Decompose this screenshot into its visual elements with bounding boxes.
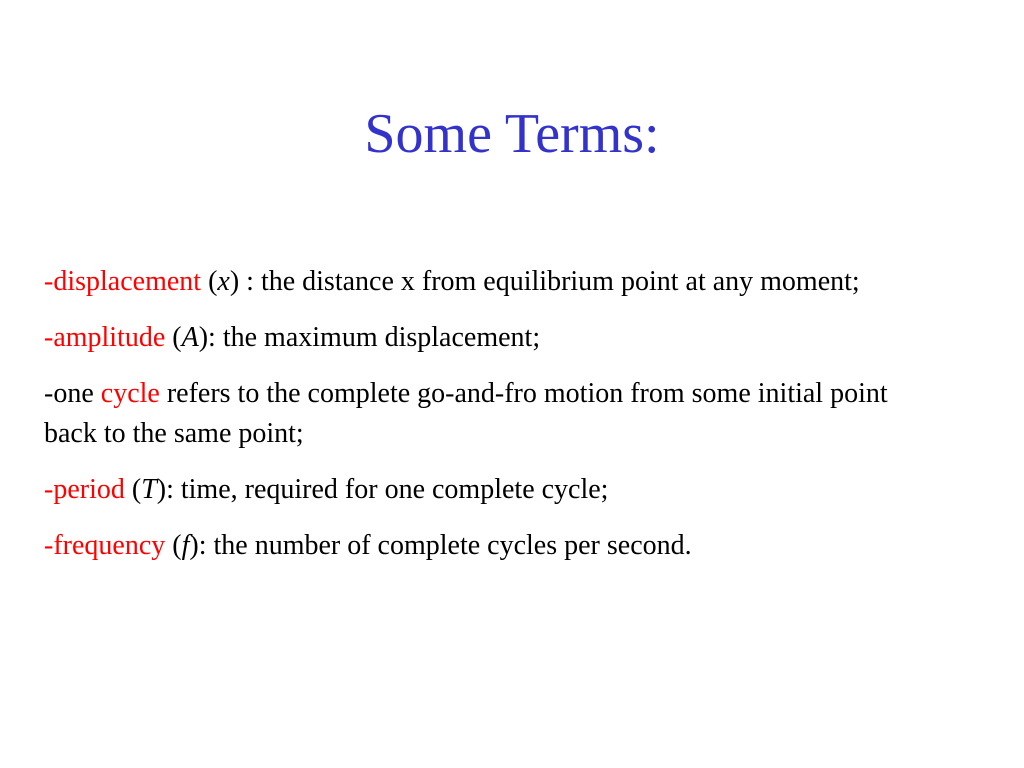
- term-symbol: A: [181, 322, 199, 353]
- term-symbol: T: [141, 474, 157, 505]
- term-symbol: x: [217, 266, 230, 297]
- term-item-cycle: [44, 374, 944, 454]
- term-item-period: [44, 470, 944, 510]
- term-definition: the maximum displacement;: [215, 322, 541, 353]
- term-definition: the number of complete cycles per second.: [206, 530, 692, 561]
- term-close-paren: ):: [156, 474, 174, 505]
- term-open-paren: (: [165, 322, 182, 353]
- term-open-paren: (: [165, 530, 182, 561]
- term-item-amplitude: [44, 318, 944, 358]
- term-item-displacement: [44, 262, 944, 302]
- term-open-paren: (: [201, 266, 218, 297]
- term-close-paren: ):: [189, 530, 207, 561]
- term-definition: the distance x from equilibrium point at any moment;: [253, 266, 860, 297]
- terms-list: [44, 262, 944, 582]
- term-label: -displacement: [44, 266, 202, 297]
- term-label: cycle: [100, 378, 160, 409]
- term-close-paren: ) :: [229, 266, 254, 297]
- term-definition: time, required for one complete cycle;: [173, 474, 609, 505]
- term-label: -amplitude: [44, 322, 166, 353]
- term-prefix: -one: [44, 378, 101, 409]
- term-close-paren: ):: [198, 322, 216, 353]
- term-open-paren: (: [124, 474, 142, 505]
- term-definition: refers to the complete go-and-fro motion from some initial point back to the same point;: [44, 378, 888, 449]
- term-label: -period: [44, 474, 125, 505]
- term-symbol: f: [181, 530, 190, 561]
- slide-title: Some Terms:: [364, 103, 660, 165]
- term-item-frequency: [44, 526, 944, 566]
- term-label: -frequency: [44, 530, 166, 561]
